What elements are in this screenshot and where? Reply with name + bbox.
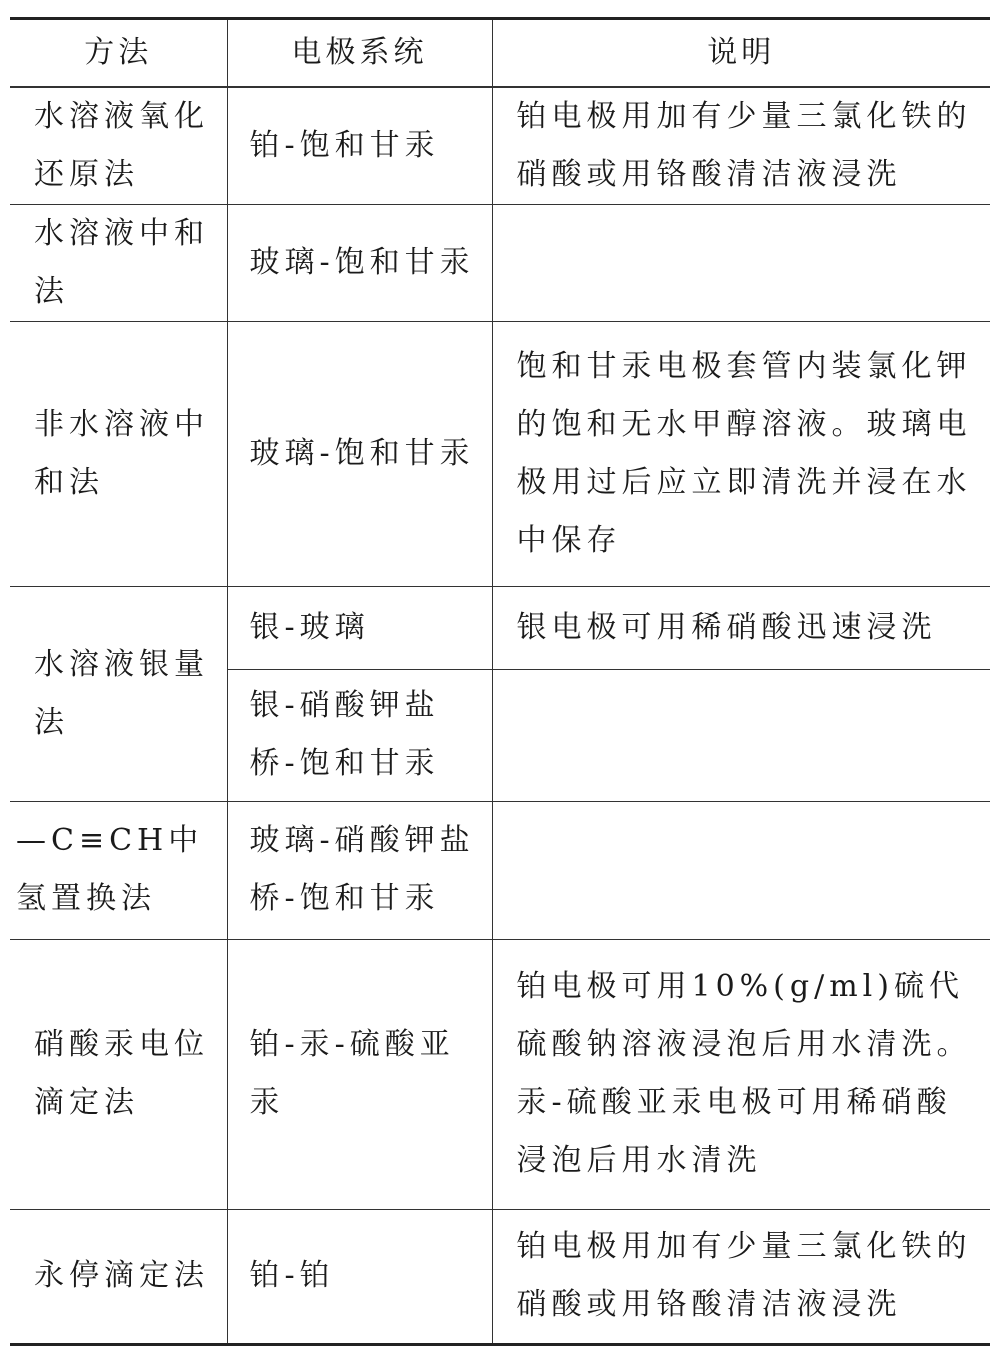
- table-row: [10, 939, 990, 1209]
- note-cell: 铂电极用加有少量三氯化铁的硝酸或用铬酸清洁液浸洗: [492, 1209, 990, 1344]
- method-cell: 非水溶液中和法: [10, 321, 227, 586]
- note-cell: 铂电极用加有少量三氯化铁的硝酸或用铬酸清洁液浸洗: [492, 87, 990, 205]
- table-row: [10, 1209, 990, 1344]
- note-cell: 银电极可用稀硝酸迅速浸洗: [492, 586, 990, 669]
- electrode-cell: 玻璃-硝酸钾盐桥-饱和甘汞: [227, 801, 492, 939]
- note-cell: [492, 669, 990, 801]
- header-electrode-system: 电极系统: [227, 19, 492, 87]
- electrode-cell: 铂-汞-硫酸亚汞: [227, 939, 492, 1209]
- table-row: [10, 87, 990, 205]
- table-row: [10, 204, 990, 321]
- note-cell: [492, 204, 990, 321]
- table-header-row: [10, 19, 990, 87]
- electrode-cell: 铂-铂: [227, 1209, 492, 1344]
- electrode-system-table: [10, 17, 990, 1346]
- electrode-cell: 银-玻璃: [227, 586, 492, 669]
- header-method: 方法: [10, 19, 227, 87]
- table-row: [10, 801, 990, 939]
- note-cell: [492, 801, 990, 939]
- method-cell: 水溶液中和法: [10, 204, 227, 321]
- electrode-cell: 玻璃-饱和甘汞: [227, 321, 492, 586]
- header-description: 说明: [492, 19, 990, 87]
- method-cell: 水溶液银量法: [10, 586, 227, 801]
- method-cell: 永停滴定法: [10, 1209, 227, 1344]
- method-cell: 硝酸汞电位滴定法: [10, 939, 227, 1209]
- electrode-cell: 铂-饱和甘汞: [227, 87, 492, 205]
- note-cell: 饱和甘汞电极套管内装氯化钾的饱和无水甲醇溶液。玻璃电极用过后应立即清洗并浸在水中保存: [492, 321, 990, 586]
- table-row: [10, 586, 990, 669]
- method-cell: 水溶液氧化还原法: [10, 87, 227, 205]
- electrode-cell: 玻璃-饱和甘汞: [227, 204, 492, 321]
- note-cell: 铂电极可用10%(g/ml)硫代硫酸钠溶液浸泡后用水清洗。汞-硫酸亚汞电极可用稀硝酸浸泡后用水清洗: [492, 939, 990, 1209]
- method-cell: —C≡CH中氢置换法: [10, 801, 227, 939]
- table-row: [10, 321, 990, 586]
- electrode-cell: 银-硝酸钾盐桥-饱和甘汞: [227, 669, 492, 801]
